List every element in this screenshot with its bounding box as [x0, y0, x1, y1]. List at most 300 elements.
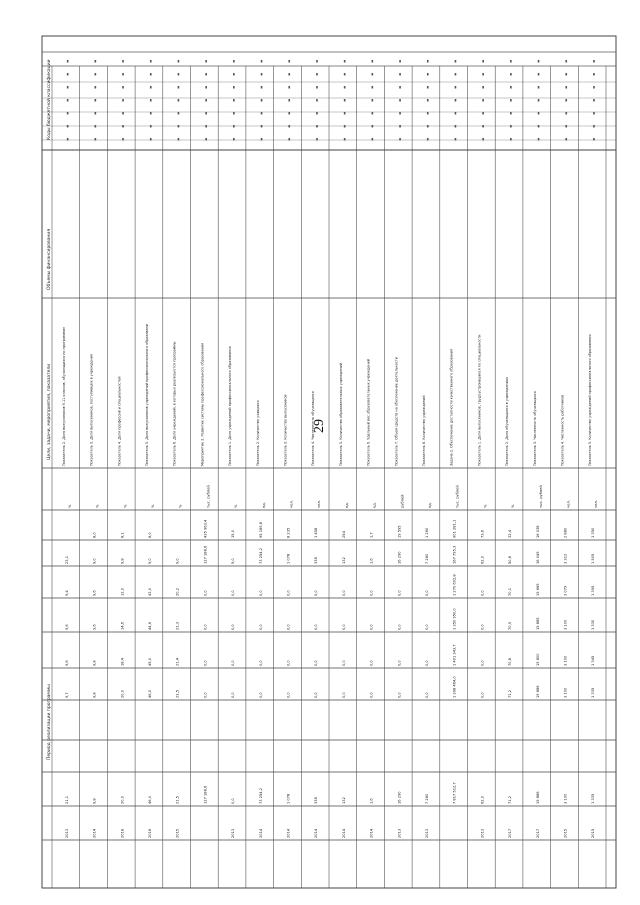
row-target-value: 1 335 — [591, 793, 596, 804]
code-digit-mark — [593, 60, 595, 63]
code-digit-mark — [372, 73, 374, 76]
code-digit-mark — [122, 138, 124, 141]
row-value: 338 — [314, 557, 319, 564]
row-base: 1 458 — [314, 527, 319, 538]
code-digit-mark — [178, 60, 180, 63]
row-unit: ед. — [427, 502, 432, 508]
row-value: 9,6 — [64, 624, 69, 630]
code-digit-mark — [150, 86, 152, 89]
row-unit: % — [483, 504, 488, 508]
code-digit-mark — [372, 125, 374, 128]
code-digit-mark — [205, 138, 207, 141]
row-name: Показатель 7. Объем средств на обеспечение деятельности — [394, 357, 399, 466]
row-value: 0,0 — [369, 660, 374, 666]
row-unit: % — [67, 504, 72, 508]
row-base: 16 038 — [535, 525, 540, 538]
row-unit: тыс. рублей — [206, 485, 211, 508]
code-digit-mark — [455, 73, 457, 76]
code-digit-mark — [593, 86, 595, 89]
row-value: 132 — [341, 557, 346, 564]
row-target-year: 2014 — [314, 828, 319, 838]
row-value: 0,0 — [258, 692, 263, 698]
row-unit: чел. — [566, 500, 571, 508]
row-value: 46,0 — [147, 689, 152, 698]
code-digit-mark — [455, 112, 457, 115]
code-digit-mark — [372, 112, 374, 115]
row-target-year: 2014 — [286, 828, 291, 838]
row-target-value: 71,2 — [508, 795, 513, 804]
code-digit-mark — [122, 125, 124, 128]
row-base: 8,0 — [147, 532, 152, 538]
row-value: 167 795,3 — [452, 545, 457, 564]
row-unit: чел. — [317, 500, 322, 508]
row-name: Показатель 3. Количество выпускников — [283, 394, 288, 466]
code-digit-mark — [288, 60, 290, 63]
code-digit-mark — [316, 73, 318, 76]
row-value: 1 398 464,0 — [452, 676, 457, 698]
page-number: 29 — [312, 419, 327, 433]
code-digit-mark — [510, 138, 512, 141]
row-target-value: 0,0 — [231, 798, 236, 804]
code-digit-mark — [372, 99, 374, 102]
code-digit-mark — [344, 138, 346, 141]
code-digit-mark — [122, 60, 124, 63]
row-name: Показатель 5. Количество учреждений профессионального образования — [588, 334, 593, 466]
row-value: 0,0 — [231, 692, 236, 698]
code-digit-mark — [316, 112, 318, 115]
row-value: 0,0 — [480, 624, 485, 630]
header-program-group: Период реализации программы — [47, 684, 52, 760]
row-base: 15,0 — [231, 529, 236, 538]
row-value: 3 100 — [563, 687, 568, 698]
row-target-value: 3 100 — [563, 793, 568, 804]
row-base: 1 350 — [591, 527, 596, 538]
code-digit-mark — [482, 125, 484, 128]
row-value: 0,0 — [341, 624, 346, 630]
code-digit-mark — [565, 112, 567, 115]
code-digit-mark — [95, 60, 97, 63]
code-digit-mark — [482, 112, 484, 115]
row-value: 0,0 — [286, 660, 291, 666]
code-digit-mark — [233, 86, 235, 89]
row-value: 70,8 — [508, 657, 513, 666]
code-digit-mark — [455, 125, 457, 128]
code-digit-mark — [261, 73, 263, 76]
code-digit-mark — [399, 60, 401, 63]
row-value: 3 100 — [563, 619, 568, 630]
row-name: Показатель 2. Доля обучающихся в учреждениях — [505, 376, 510, 466]
row-value: 50,8 — [508, 555, 513, 564]
code-digit-mark — [593, 99, 595, 102]
row-unit: ед. — [344, 502, 349, 508]
code-digit-mark — [316, 138, 318, 141]
code-digit-mark — [455, 86, 457, 89]
code-digit-mark — [261, 112, 263, 115]
code-digit-mark — [344, 60, 346, 63]
row-value: 19 669 — [535, 583, 540, 596]
code-digit-mark — [150, 99, 152, 102]
code-digit-mark — [372, 138, 374, 141]
code-digit-mark — [593, 125, 595, 128]
row-value: 0,0 — [480, 692, 485, 698]
row-target-year: 2017 — [508, 828, 513, 838]
code-digit-mark — [482, 60, 484, 63]
row-base: 435 963,4 — [203, 519, 208, 538]
row-value: 19 886 — [535, 685, 540, 698]
code-digit-mark — [205, 112, 207, 115]
row-name: Показатель 4. Доля профессий и специальностей — [117, 376, 122, 466]
row-value: 9,6 — [92, 590, 97, 596]
row-base: 32,4 — [508, 529, 513, 538]
code-digit-mark — [67, 112, 69, 115]
code-digit-mark — [482, 73, 484, 76]
row-value: 43,0 — [147, 587, 152, 596]
row-value: 0,0 — [286, 624, 291, 630]
row-name: Показатель 3. Доля выпускников, поступивших в учреждения — [89, 354, 94, 466]
code-digit-mark — [399, 125, 401, 128]
row-unit: тыс. рублей — [538, 485, 543, 508]
row-target-value: 1 078 — [286, 793, 291, 804]
row-value: 9,8 — [120, 558, 125, 564]
row-value: 0,0 — [231, 624, 236, 630]
code-digit-mark — [565, 73, 567, 76]
code-digit-mark — [372, 60, 374, 63]
code-digit-mark — [67, 138, 69, 141]
code-digit-mark — [178, 125, 180, 128]
row-value: 9,0 — [147, 558, 152, 564]
row-unit: % — [178, 504, 183, 508]
row-name: Показатель 1. Доля выпускников, трудоустроившихся по специальности — [477, 334, 482, 466]
row-value: 9,0 — [175, 558, 180, 564]
code-digit-mark — [482, 138, 484, 141]
header-funding-group: Объемы финансирования — [47, 228, 52, 290]
row-name: Показатель 4. Численность работников — [560, 394, 565, 466]
code-digit-mark — [233, 138, 235, 141]
row-value: 1 350 950,0 — [452, 608, 457, 630]
code-digit-mark — [316, 125, 318, 128]
row-value: 0,0 — [369, 692, 374, 698]
row-value: 0,0 — [286, 692, 291, 698]
row-value: 0,0 — [424, 660, 429, 666]
code-digit-mark — [233, 99, 235, 102]
code-digit-mark — [150, 112, 152, 115]
code-digit-mark — [510, 60, 512, 63]
row-value: 0,0 — [341, 660, 346, 666]
row-base: 8,0 — [92, 532, 97, 538]
row-name: Мероприятие 2. Развитие системы профессионального образования — [200, 342, 205, 466]
row-value: 1 270 602,8 — [452, 574, 457, 596]
code-digit-mark — [344, 73, 346, 76]
code-digit-mark — [288, 138, 290, 141]
row-unit: чел. — [594, 500, 599, 508]
code-digit-mark — [316, 86, 318, 89]
row-value: 0,0 — [480, 660, 485, 666]
code-digit-mark — [233, 73, 235, 76]
row-target-year: 2013 — [480, 828, 485, 838]
row-value: 0,0 — [203, 590, 208, 596]
row-target-value: 46,0 — [147, 795, 152, 804]
row-value: 3 100 — [563, 655, 568, 666]
code-digit-mark — [67, 99, 69, 102]
code-digit-mark — [510, 73, 512, 76]
row-target-value: 7 280 — [424, 793, 429, 804]
row-value: 0,0 — [369, 590, 374, 596]
code-digit-mark — [288, 73, 290, 76]
row-value: 9,7 — [64, 692, 69, 698]
row-value: 62,0 — [480, 555, 485, 564]
code-digit-mark — [122, 112, 124, 115]
row-value: 9,6 — [64, 660, 69, 666]
row-base: 19 595 — [397, 525, 402, 538]
code-digit-mark — [427, 125, 429, 128]
code-digit-mark — [205, 99, 207, 102]
row-name: Показатель 5. Доля выпускников учреждений профессионального образовани — [144, 323, 149, 466]
code-digit-mark — [482, 99, 484, 102]
code-digit-mark — [95, 73, 97, 76]
row-value: 3 079 — [563, 585, 568, 596]
row-value: 45,0 — [147, 657, 152, 666]
row-unit: % — [95, 504, 100, 508]
code-digit-mark — [399, 73, 401, 76]
row-base: 73,6 — [480, 529, 485, 538]
row-value: 16 290 — [397, 551, 402, 564]
code-digit-mark — [122, 73, 124, 76]
code-digit-mark — [593, 73, 595, 76]
code-digit-mark — [122, 86, 124, 89]
code-digit-mark — [399, 99, 401, 102]
row-name: Показатель 4. Численность обучающихся — [311, 391, 316, 466]
row-target-value: 62,0 — [480, 795, 485, 804]
row-value: 71,2 — [508, 689, 513, 698]
row-target-year: 2014 — [258, 828, 263, 838]
row-name: Показатель 6. Доля учреждений, в которых реализуются программы — [172, 341, 177, 466]
code-digit-mark — [593, 138, 595, 141]
row-value: 0,0 — [397, 624, 402, 630]
row-value: 0,0 — [203, 624, 208, 630]
row-target-value: 20,0 — [120, 795, 125, 804]
code-digit-mark — [178, 138, 180, 141]
row-value: 0,0 — [480, 590, 485, 596]
code-digit-mark — [150, 138, 152, 141]
header-name-column: Цели, задачи, мероприятия, показатели — [47, 363, 52, 460]
code-digit-mark — [67, 86, 69, 89]
row-target-value: 127 188,6 — [203, 785, 208, 804]
row-value: 21,3 — [175, 621, 180, 630]
code-digit-mark — [67, 73, 69, 76]
row-target-year: 2017 — [535, 828, 540, 838]
code-digit-mark — [178, 99, 180, 102]
row-value: 0,0 — [314, 624, 319, 630]
code-digit-mark — [150, 60, 152, 63]
row-target-value: 21,1 — [64, 795, 69, 804]
code-digit-mark — [399, 138, 401, 141]
code-digit-mark — [288, 125, 290, 128]
row-value: 3 312 — [563, 553, 568, 564]
row-target-year: 2015 — [563, 828, 568, 838]
row-base: 1,7 — [369, 532, 374, 538]
row-value: 5,0 — [231, 558, 236, 564]
row-value: 70,5 — [508, 621, 513, 630]
code-digit-mark — [482, 86, 484, 89]
code-digit-mark — [565, 60, 567, 63]
code-digit-mark — [510, 125, 512, 128]
row-base: 95 189,8 — [258, 521, 263, 538]
row-target-year: 2015 — [175, 828, 180, 838]
code-digit-mark — [344, 112, 346, 115]
row-target-year: 2014 — [341, 828, 346, 838]
row-name: Показатель 8. Количество учреждений — [421, 395, 426, 466]
row-unit: чел. — [289, 500, 294, 508]
code-digit-mark — [538, 112, 540, 115]
row-value: 1 395 — [591, 585, 596, 596]
row-value: 0,0 — [341, 590, 346, 596]
row-value: 0,0 — [231, 660, 236, 666]
code-digit-mark — [455, 99, 457, 102]
code-digit-mark — [510, 86, 512, 89]
code-digit-mark — [344, 86, 346, 89]
code-digit-mark — [399, 112, 401, 115]
row-value: 1 335 — [591, 687, 596, 698]
code-digit-mark — [427, 60, 429, 63]
row-value: 9,0 — [92, 558, 97, 564]
code-digit-mark — [427, 86, 429, 89]
row-value: 0,0 — [258, 624, 263, 630]
row-value: 127 188,6 — [203, 545, 208, 564]
code-digit-mark — [344, 99, 346, 102]
code-digit-mark — [593, 112, 595, 115]
row-value: 18,4 — [120, 657, 125, 666]
code-digit-mark — [261, 125, 263, 128]
code-digit-mark — [565, 99, 567, 102]
row-value: 9,4 — [64, 590, 69, 596]
code-digit-mark — [427, 73, 429, 76]
row-base: 8,1 — [120, 532, 125, 538]
row-target-value: 73 254,2 — [258, 787, 263, 804]
row-name: Показатель 2. Количество учащихся — [255, 400, 260, 466]
row-base: 254 — [341, 531, 346, 538]
row-target-year: 2014 — [369, 828, 374, 838]
row-name: Задача 2. Обеспечение доступности качественного образования — [449, 348, 454, 466]
row-value: 0,0 — [397, 660, 402, 666]
row-value: 14,6 — [120, 621, 125, 630]
row-value: 21,4 — [175, 657, 180, 666]
code-digit-mark — [316, 99, 318, 102]
row-unit: ед. — [261, 502, 266, 508]
row-base: 8 235 — [286, 527, 291, 538]
row-value: 0,0 — [424, 590, 429, 596]
code-digit-mark — [538, 125, 540, 128]
row-value: 0,0 — [286, 590, 291, 596]
row-value: 1 401 343,7 — [452, 644, 457, 666]
table-grid — [42, 36, 616, 888]
row-target-value: 1,6 — [369, 798, 374, 804]
code-digit-mark — [233, 125, 235, 128]
row-value: 0,0 — [258, 590, 263, 596]
code-digit-mark — [95, 112, 97, 115]
code-digit-mark — [205, 86, 207, 89]
row-value: 23,1 — [64, 555, 69, 564]
row-value: 0,0 — [397, 590, 402, 596]
code-digit-mark — [261, 60, 263, 63]
row-value: 1,6 — [369, 558, 374, 564]
row-unit: % — [511, 504, 516, 508]
row-value: 0,0 — [369, 624, 374, 630]
row-value: 73 254,2 — [258, 547, 263, 564]
row-value: 9,8 — [92, 692, 97, 698]
code-digit-mark — [67, 125, 69, 128]
code-digit-mark — [538, 73, 540, 76]
row-value: 12,0 — [120, 587, 125, 596]
row-value: 0,0 — [341, 692, 346, 698]
row-unit: % — [123, 504, 128, 508]
row-value: 44,6 — [147, 621, 152, 630]
code-digit-mark — [455, 60, 457, 63]
row-value: 1 078 — [286, 553, 291, 564]
row-value: 0,0 — [424, 624, 429, 630]
code-digit-mark — [261, 86, 263, 89]
row-value: 0,0 — [397, 692, 402, 698]
code-digit-mark — [565, 138, 567, 141]
code-digit-mark — [233, 112, 235, 115]
row-value: 7 280 — [424, 553, 429, 564]
code-digit-mark — [538, 138, 540, 141]
code-digit-mark — [205, 125, 207, 128]
row-base: 2 880 — [563, 527, 568, 538]
code-digit-mark — [316, 60, 318, 63]
code-digit-mark — [372, 86, 374, 89]
code-digit-mark — [95, 138, 97, 141]
row-target-year: 2018 — [120, 828, 125, 838]
row-value: 70,1 — [508, 587, 513, 596]
code-digit-mark — [288, 99, 290, 102]
code-digit-mark — [427, 112, 429, 115]
code-digit-mark — [427, 138, 429, 141]
code-digit-mark — [95, 125, 97, 128]
row-target-year: 2013 — [231, 828, 236, 838]
row-value: 16 049 — [535, 551, 540, 564]
code-digit-mark — [95, 99, 97, 102]
row-target-value: 338 — [314, 797, 319, 804]
code-digit-mark — [150, 73, 152, 76]
row-target-value: 16 290 — [397, 791, 402, 804]
row-name: Показатель 1. Доля учреждений профессионального образования — [228, 346, 233, 466]
code-digit-mark — [538, 86, 540, 89]
row-target-value: 21,5 — [175, 795, 180, 804]
row-value: 21,5 — [175, 689, 180, 698]
row-name: Показатель 3. Численность обучающихся — [532, 391, 537, 466]
row-value: 9,6 — [92, 624, 97, 630]
code-digit-mark — [205, 73, 207, 76]
code-digit-mark — [122, 99, 124, 102]
code-digit-mark — [233, 60, 235, 63]
code-digit-mark — [261, 99, 263, 102]
code-digit-mark — [399, 86, 401, 89]
row-base: 901 281,1 — [452, 519, 457, 538]
code-digit-mark — [565, 86, 567, 89]
code-digit-mark — [150, 125, 152, 128]
row-value: 0,0 — [314, 660, 319, 666]
row-value: 20,0 — [120, 689, 125, 698]
code-digit-mark — [538, 60, 540, 63]
row-unit: % — [234, 504, 239, 508]
row-value: 1 345 — [591, 655, 596, 666]
table-content — [45, 59, 598, 838]
row-target-year: 2013 — [424, 828, 429, 838]
row-unit: ед. — [372, 502, 377, 508]
row-unit: рублей — [400, 494, 405, 508]
row-base: 1 260 — [424, 527, 429, 538]
code-digit-mark — [455, 138, 457, 141]
